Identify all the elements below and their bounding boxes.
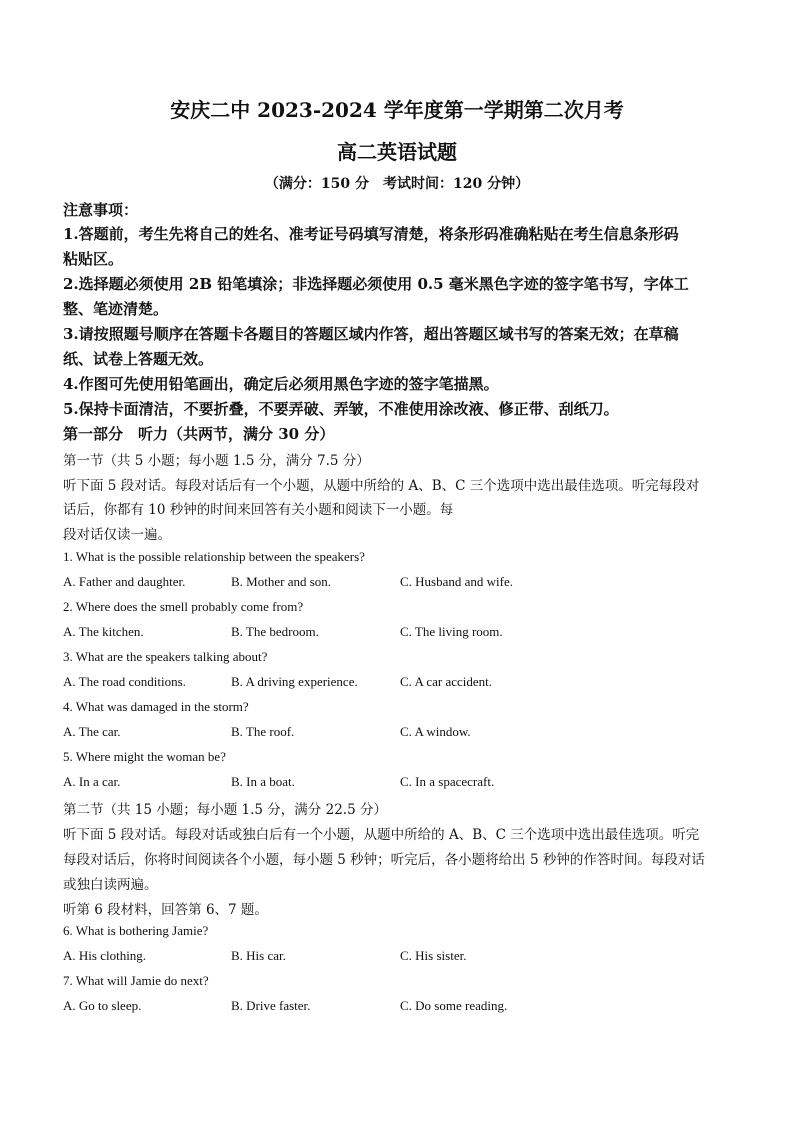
exam-title: 安庆二中 2023-2024 学年度第一学期第二次月考: [170, 98, 624, 122]
question-stem: 4. What was damaged in the storm?: [63, 699, 249, 714]
option-c: C. A window.: [400, 724, 471, 739]
exam-meta: （满分：150 分 考试时间：120 分钟）: [264, 176, 530, 192]
section2-instructions: 听下面 5 段对话。每段对话或独白后有一个小题，从题中所给的 A、B、C 三个选项中选出最佳选项。听完: [63, 827, 700, 843]
note-line: 纸、试卷上答题无效。: [63, 350, 214, 368]
option-c: C. Do some reading.: [400, 998, 508, 1013]
note-line: 3.请按照题号顺序在答题卡各题目的答题区域内作答，超出答题区域书写的答案无效；在草稿: [63, 325, 679, 343]
option-c: C. A car accident.: [400, 674, 493, 689]
note-line: 1.答题前，考生先将自己的姓名、准考证号码填写清楚，将条形码准确粘贴在考生信息条形码: [63, 225, 679, 243]
option-a: A. In a car.: [63, 774, 121, 789]
option-c: C. Husband and wife.: [400, 574, 514, 589]
option-a: A. The road conditions.: [63, 674, 186, 689]
question-stem: 6. What is bothering Jamie?: [63, 923, 209, 938]
question-stem: 1. What is the possible relationship between the speakers?: [63, 549, 365, 564]
option-b: B. A driving experience.: [231, 674, 358, 689]
notes-heading: 注意事项：: [63, 201, 139, 219]
section2-instructions: 每段对话后，你将时间阅读各个小题，每小题 5 秒钟；听完后，各小题将给出 5 秒钟的作答时间。每段对话: [63, 852, 705, 868]
option-a: A. Go to sleep.: [63, 998, 142, 1013]
exam-subtitle: 高二英语试题: [337, 140, 457, 164]
section1-heading: 第一节（共 5 小题；每小题 1.5 分，满分 7.5 分）: [63, 453, 370, 469]
option-c: C. The living room.: [400, 624, 503, 639]
section2-instructions: 或独白读两遍。: [63, 877, 158, 893]
option-b: B. Mother and son.: [231, 574, 332, 589]
note-line: 2.选择题必须使用 2B 铅笔填涂；非选择题必须使用 0.5 毫米黑色字迹的签字笔书写，字体工: [63, 275, 689, 293]
option-a: A. His clothing.: [63, 948, 147, 963]
note-line: 5.保持卡面清洁，不要折叠，不要弄破、弄皱，不准使用涂改液、修正带、刮纸刀。: [63, 400, 619, 418]
option-c: C. His sister.: [400, 948, 467, 963]
question-stem: 7. What will Jamie do next?: [63, 973, 209, 988]
question-stem: 3. What are the speakers talking about?: [63, 649, 268, 664]
section1-instructions: 听下面 5 段对话。每段对话后有一个小题，从题中所给的 A、B、C 三个选项中选出最佳选项。听完每段对: [63, 478, 700, 494]
section1-instructions: 话后，你都有 10 秒钟的时间来回答有关小题和阅读下一小题。每: [63, 502, 454, 518]
part1-heading: 第一部分 听力（共两节，满分 30 分）: [63, 425, 335, 443]
option-c: C. In a spacecraft.: [400, 774, 495, 789]
option-b: B. In a boat.: [231, 774, 295, 789]
option-a: A. The car.: [63, 724, 121, 739]
note-line: 整、笔迹清楚。: [63, 300, 169, 318]
material-note: 听第 6 段材料，回答第 6、7 题。: [63, 902, 268, 918]
note-line: 4.作图可先使用铅笔画出，确定后必须用黑色字迹的签字笔描黑。: [63, 375, 499, 393]
question-stem: 5. Where might the woman be?: [63, 749, 226, 764]
option-b: B. The roof.: [231, 724, 295, 739]
section2-heading: 第二节（共 15 小题；每小题 1.5 分，满分 22.5 分）: [63, 802, 387, 818]
note-line: 粘贴区。: [63, 250, 124, 268]
option-b: B. The bedroom.: [231, 624, 319, 639]
option-a: A. Father and daughter.: [63, 574, 186, 589]
section1-instructions: 段对话仅读一遍。: [63, 527, 171, 543]
option-a: A. The kitchen.: [63, 624, 144, 639]
option-b: B. Drive faster.: [231, 998, 311, 1013]
question-stem: 2. Where does the smell probably come from?: [63, 599, 304, 614]
option-b: B. His car.: [231, 948, 286, 963]
